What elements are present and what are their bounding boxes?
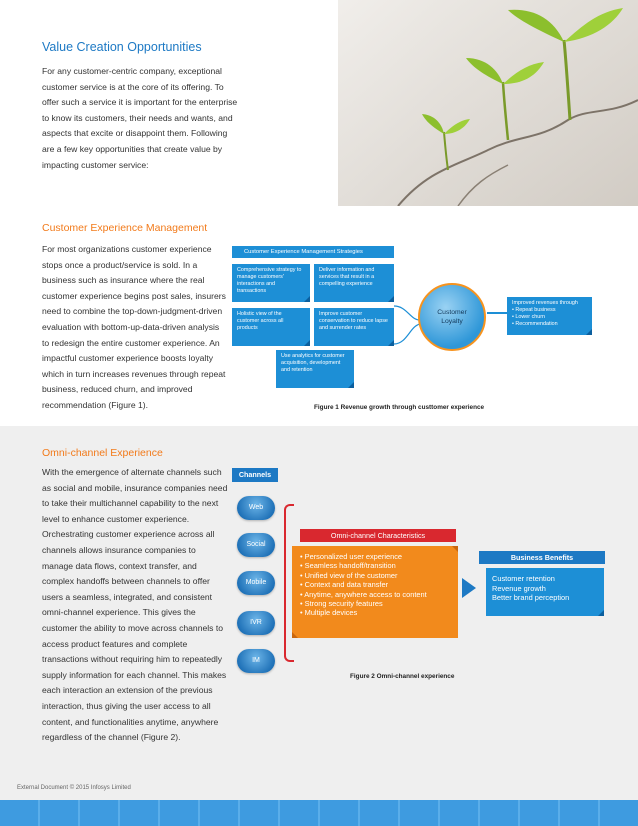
result-item: • Lower churn	[512, 314, 546, 320]
figure-2-diagram	[232, 468, 612, 688]
channel-ivr: IVR	[237, 611, 275, 635]
cem-heading: Customer Experience Management	[42, 222, 208, 234]
characteristic-item: • Context and data transfer	[300, 580, 389, 590]
channels-label: Channels	[232, 468, 278, 482]
result-list	[512, 307, 587, 328]
channel-web: Web	[237, 496, 275, 520]
revenue-result-box	[507, 297, 592, 335]
benefit-item: Better brand perception	[492, 593, 570, 603]
footer-band	[0, 800, 638, 826]
channel-im: IM	[237, 649, 275, 673]
footer-copyright: External Document © 2015 Infosys Limited	[17, 785, 131, 791]
characteristics-box	[292, 546, 458, 638]
characteristic-item: • Multiple devices	[300, 608, 358, 618]
customer-loyalty-label: Customer Loyalty	[437, 309, 467, 325]
figure-2-caption: Figure 2 Omni-channel experience	[350, 673, 455, 680]
channel-social: Social	[237, 533, 275, 557]
hero-title: Value Creation Opportunities	[42, 40, 202, 54]
figure-1-caption: Figure 1 Revenue growth through custtomer experience	[314, 404, 485, 411]
strategy-box-text: Use analytics for customer acquisition, development and retention	[281, 353, 345, 373]
cem-strategies-header: Customer Experience Management Strategies	[232, 246, 394, 258]
omni-paragraph: With the emergence of alternate channels such as social and mobile, insurance companies need to take their multichannel capability to the next level to enhance customer experience. Orchestrating customer experience across all channels allows insurance companies to manage data flows, context transfer, and complex handoffs between channels to offer users a seamless, integrated, and consistent omni-channel experience. This gives the customer the ability to move across channels to access product features and complete transactions without requiring him to repeatedly supply information for each channel. This makes each interaction an extension of the previous interaction, thus giving the user access to all content, and functionalities anytime, anywhere regardless of the channel (Figure 2).	[42, 467, 228, 743]
hero-section	[0, 0, 638, 206]
result-item: • Recommendation	[512, 321, 558, 327]
hero-paragraph: For any customer-centric company, exceptional customer service is at the core of its offering. To offer such a service it is important for the enterprise to know its customers, their needs and wants, and aspects that excite or disappoint them. Following are a few key opportunities that create value by impacting customer service:	[42, 66, 238, 170]
characteristic-item: • Personalized user experience	[300, 552, 403, 561]
strategy-box-text: Holistic view of the customer across all products	[237, 311, 284, 331]
strategy-box-text: Improve customer conservation to reduce lapse and surrender rates	[319, 311, 388, 331]
channel-mobile: Mobile	[237, 571, 275, 595]
characteristic-item: • Anytime, anywhere access to content	[300, 589, 427, 599]
business-benefits-box	[486, 568, 604, 616]
characteristic-item: • Seamless handoff/transition	[300, 561, 396, 571]
strategy-box-text: Deliver information and services that result in a compelling experience	[319, 267, 375, 287]
customer-loyalty-circle	[418, 283, 486, 351]
result-title: Improved revenues through	[512, 300, 578, 306]
result-item: • Repeat business	[512, 307, 556, 313]
characteristic-item: • Strong security features	[300, 599, 383, 609]
cem-paragraph: For most organizations customer experience stops once a product/service is sold. In a business such as insurance where the real customer experience begins post sales, insurers need to combine the top-down-judgment-driven evaluation with bottom-up-data-driven analysis to redesign the entire customer experience. An impactful customer experience boosts loyalty which in turn increases revenues through repeat business, reduced churn, and improved recommendation (Figure 1).	[42, 244, 226, 410]
figure-1-diagram	[232, 246, 602, 416]
arrow-right-icon	[462, 578, 476, 598]
strategy-box	[276, 350, 354, 388]
benefit-item: Customer retention	[492, 574, 555, 583]
benefit-item: Revenue growth	[492, 583, 546, 593]
strategy-box	[314, 308, 394, 346]
characteristic-item: • Unified view of the customer	[300, 570, 398, 580]
characteristics-header: Omni-channel Characteristics	[300, 529, 456, 542]
sprouting-plants-image	[338, 0, 638, 206]
business-benefits-header: Business Benefits	[479, 551, 605, 564]
strategy-box	[314, 264, 394, 302]
omni-heading: Omni-channel Experience	[42, 447, 163, 459]
strategy-box-text: Comprehensive strategy to manage customers' interactions and transactions	[237, 267, 302, 294]
strategy-box	[232, 264, 310, 302]
connector-line	[487, 312, 507, 314]
strategy-box	[232, 308, 310, 346]
